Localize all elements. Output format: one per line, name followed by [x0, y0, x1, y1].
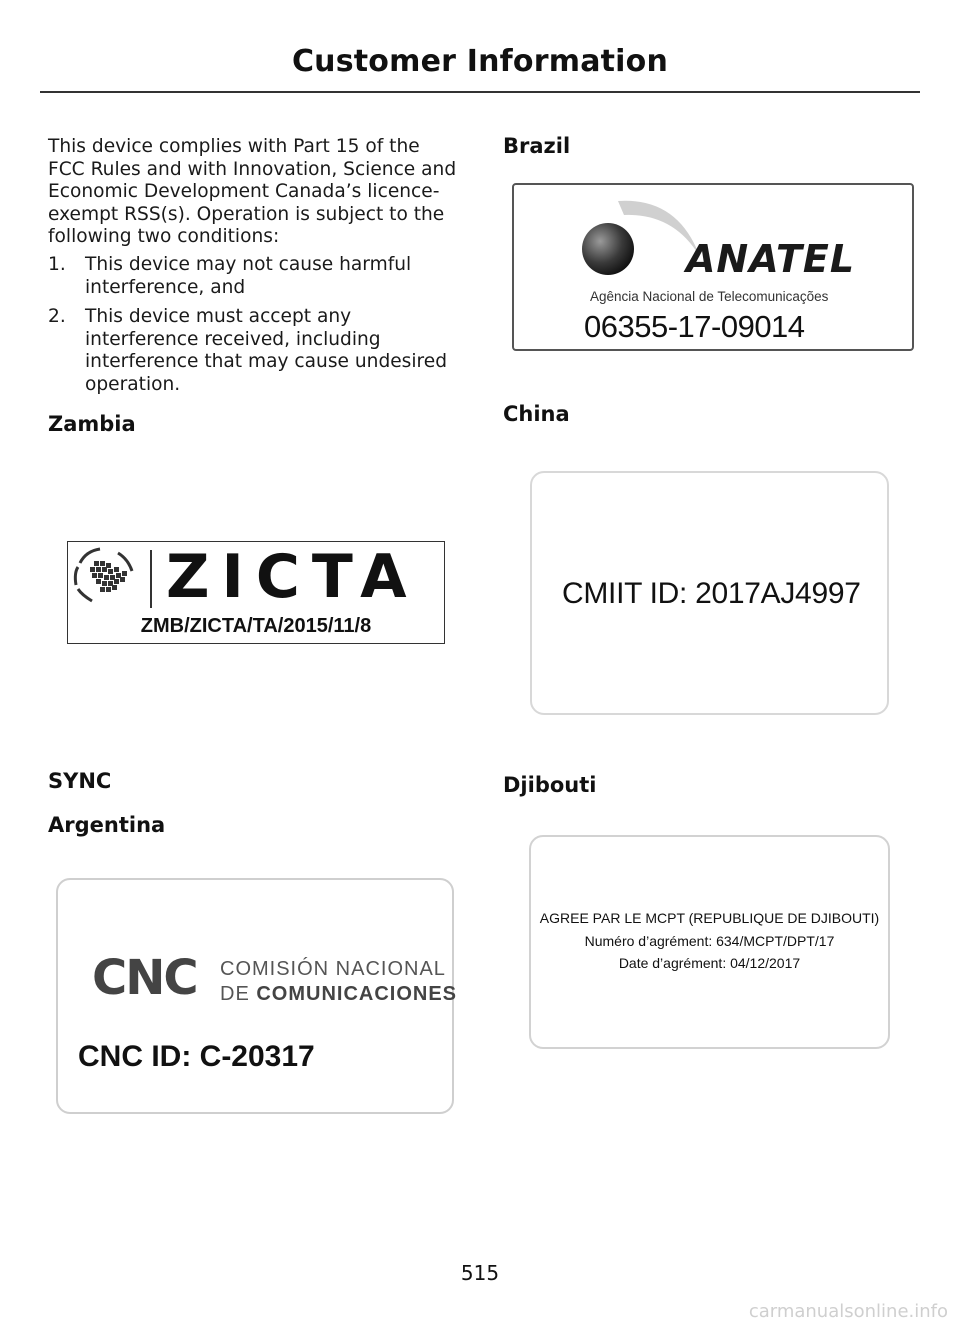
cmiit-id: CMIIT ID: 2017AJ4997	[562, 577, 861, 610]
djibouti-line-2: Numéro d’agrément: 634/MCPT/DPT/17	[584, 933, 835, 949]
list-item-number: 2.	[48, 306, 66, 328]
cnc-org-line1: COMISIÓN NACIONAL	[220, 958, 446, 980]
djibouti-heading: Djibouti	[503, 773, 597, 797]
cnc-label	[56, 878, 458, 1114]
zicta-globe-icon	[72, 545, 138, 607]
brazil-heading: Brazil	[503, 134, 571, 158]
header-divider	[40, 91, 920, 93]
djibouti-label	[529, 835, 890, 1049]
cnc-org-line2	[220, 983, 457, 1006]
watermark: carmanualsonline.info	[748, 1301, 948, 1322]
list-item	[48, 254, 468, 299]
list-item-text: This device may not cause harmful interference, and	[85, 254, 412, 298]
page-title: Customer Information	[291, 44, 669, 79]
zicta-label	[67, 541, 445, 644]
cnc-logo-text: CNC	[92, 950, 197, 1006]
fcc-compliance-text: This device complies with Part 15 of the FCC Rules and with Innovation, Science and Economic Development Canada’s licence-exempt RSS(s). Operation is subject to the following two conditions:	[48, 136, 457, 248]
list-item-number: 1.	[48, 254, 66, 275]
zicta-approval-code: ZMB/ZICTA/TA/2015/11/8	[140, 615, 372, 637]
list-item	[48, 306, 465, 396]
sync-heading: SYNC	[48, 769, 112, 793]
cmiit-label	[530, 471, 889, 715]
anatel-logo-text: ANATEL	[686, 237, 856, 281]
argentina-heading: Argentina	[48, 813, 166, 837]
zicta-logo-text: ZICTA	[166, 542, 419, 612]
cnc-org-bold: COMUNICACIONES	[256, 983, 458, 1005]
djibouti-line-1: AGREE PAR LE MCPT (REPUBLIQUE DE DJIBOUTI)	[539, 910, 880, 926]
djibouti-line-3: Date d’agrément: 04/12/2017	[618, 955, 801, 971]
cnc-id: CNC ID: C-20317	[78, 1040, 315, 1073]
china-heading: China	[503, 402, 570, 426]
anatel-approval-code: 06355-17-09014	[584, 309, 805, 344]
cnc-org-prefix: DE	[220, 983, 257, 1005]
zicta-divider	[150, 550, 152, 608]
conditions-list	[48, 254, 468, 397]
page-number: 515	[460, 1261, 500, 1285]
list-item-text: This device must accept any interference received, including interference that may cause undesired operation.	[85, 306, 448, 395]
zambia-heading: Zambia	[48, 412, 136, 436]
anatel-label	[512, 183, 914, 351]
anatel-agency-name: Agência Nacional de Telecomunicações	[590, 289, 829, 304]
